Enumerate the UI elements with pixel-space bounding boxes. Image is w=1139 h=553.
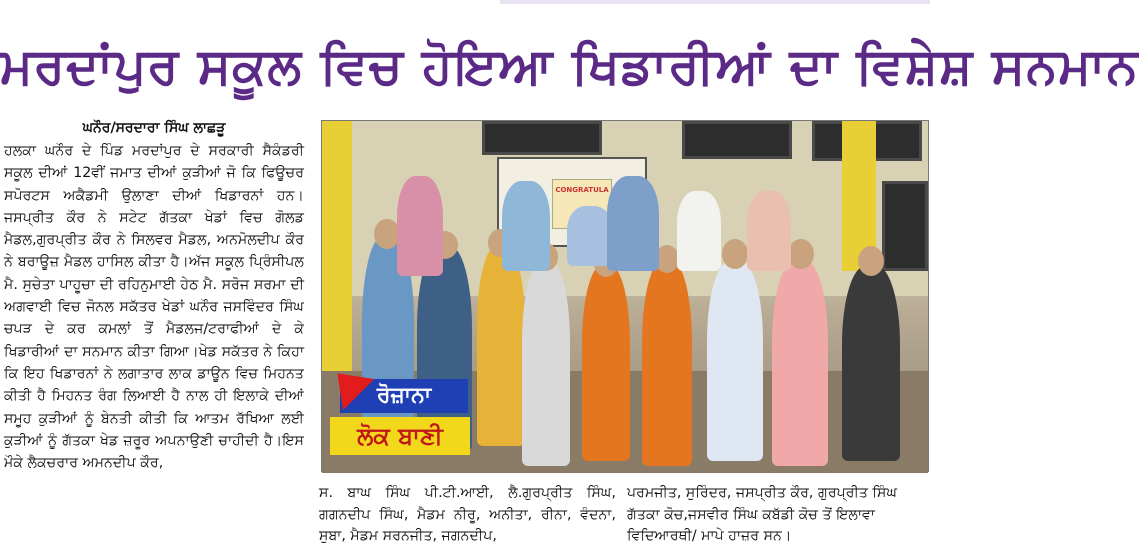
person-head	[788, 239, 814, 269]
photo-caption-left: ਸ. ਬਾਘ ਸਿੰਘ ਪੀ.ਟੀ.ਆਈ, ਲੈ.ਗੁਰਪ੍ਰੀਤ ਸਿੰਘ, ਗਗਨਦੀਪ ਸਿੰਘ, ਮੈਡਮ ਨੀਰੂ, ਅਨੀਤਾ, ਰੀਨਾ, ਵੰਦਨਾ, ਸੁਬਾ, ਮੈਡਮ ਸਰਨਜੀਤ, ਜਗਨਦੀਪ,	[319, 485, 616, 544]
byline: ਘਨੌਰ/ਸਰਦਾਰਾ ਸਿੰਘ ਲਾਛੜੂ	[82, 120, 226, 136]
person-figure	[397, 176, 443, 276]
logo-bottom-text: ਲੋਕ ਬਾਣੀ	[330, 417, 470, 455]
photo-window	[482, 121, 602, 155]
newspaper-logo	[330, 379, 470, 457]
person-figure	[607, 176, 659, 271]
photo-window	[682, 121, 792, 159]
article-column	[4, 118, 304, 548]
person-figure	[772, 261, 828, 466]
news-photo	[321, 120, 929, 472]
person-figure	[477, 246, 525, 446]
photo-pillar	[322, 121, 352, 371]
photo-window	[882, 181, 928, 271]
person-head	[858, 246, 884, 276]
person-figure	[747, 191, 791, 271]
article-body: ਹਲਕਾ ਘਨੌਰ ਦੇ ਪਿੰਡ ਮਰਦਾਂਪੁਰ ਦੇ ਸਰਕਾਰੀ ਸੈਕੰਡਰੀ ਸਕੂਲ ਦੀਆਂ 12ਵੀਂ ਜਮਾਤ ਦੀਆਂ ਕੁੜੀਆਂ ਜੋ ਕਿ ਫਿਊਚਰ ਸਪੋਰਟਸ ਅਕੈਡਮੀ ਉਲਾਣਾ ਦੀਆਂ ਖਿਡਾਰਨਾਂ ਹਨ।ਜਸਪ੍ਰੀਤ ਕੌਰ ਨੇ ਸਟੇਟ ਗੱਤਕਾ ਖੇਡਾਂ ਵਿਚ ਗੋਲਡ ਮੈਡਲ,ਗੁਰਪ੍ਰੀਤ ਕੌਰ ਨੇ ਸਿਲਵਰ ਮੈਡਲ, ਅਨਮੋਲਦੀਪ ਕੌਰ ਨੇ ਬਰਾਊਜ਼ ਮੈਡਲ ਹਾਸਿਲ ਕੀਤਾ ਹੈ।ਅੱਜ ਸਕੂਲ ਪ੍ਰਿੰਸੀਪਲ ਮੈ. ਸੁਚੇਤਾ ਪਾਹੂਚਾ ਦੀ ਰਹਿਨੁਮਾਈ ਹੇਠ ਮੈ. ਸਰੋਜ ਸਰਮਾ ਦੀ ਅਗਵਾਈ ਵਿਚ ਜੋਨਲ ਸਕੱਤਰ ਖੇਡਾਂ ਘਨੌਰ ਜਸਵਿੰਦਰ ਸਿੰਘ ਚਪੜ ਦੇ ਕਰ ਕਮਲਾਂ ਤੋਂ ਮੈਡਲਜ/ਟਰਾਫੀਆਂ ਦੇ ਕੇ ਖਿਡਾਰੀਆਂ ਦਾ ਸਨਮਾਨ ਕੀਤਾ ਗਿਆ।ਖੇਡ ਸਕੱਤਰ ਨੇ ਕਿਹਾ ਕਿ ਇਹ ਖਿਡਾਰਨਾਂ ਨੇ ਲਗਾਤਾਰ ਲਾਕ ਡਾਊਨ ਵਿਚ ਮਿਹਨਤ ਕੀਤੀ ਹੈ ਮਿਹਨਤ ਰੰਗ ਲਿਆਈ ਹੈ ਨਾਲ ਹੀ ਇਲਾਕੇ ਦੀਆਂ ਸਮੂਹ ਕੁੜੀਆਂ ਨੂੰ ਬੇਨਤੀ ਕੀਤੀ ਕਿ ਆਤਮ ਰੱਖਿਆ ਲਈ ਕੁੜੀਆਂ ਨੂੰ ਗੱਤਕਾ ਖੇਡ ਜ਼ਰੂਰ ਅਪਨਾਉਣੀ ਚਾਹੀਦੀ ਹੈ।ਇਸ ਮੌਕੇ ਲੈਕਚਰਾਰ ਅਮਨਦੀਪ ਕੌਰ,	[4, 143, 304, 472]
logo-top-text: ਰੋਜ਼ਾਨਾ	[340, 379, 468, 413]
person-figure	[502, 181, 550, 271]
congrats-banner-text: CONGRATULA	[555, 186, 609, 194]
person-figure	[707, 261, 763, 461]
person-figure	[582, 266, 630, 461]
top-decoration-bar	[500, 0, 930, 4]
person-figure	[677, 191, 721, 271]
person-head	[722, 239, 748, 269]
person-figure	[642, 261, 692, 466]
photo-caption-right: ਪਰਮਜੀਤ, ਸੁਰਿੰਦਰ, ਜਸਪ੍ਰੀਤ ਕੌਰ, ਗੁਰਪ੍ਰੀਤ ਸਿੰਘ ਗੱਤਕਾ ਕੋਚ,ਜਸਵੀਰ ਸਿੰਘ ਕਬੱਡੀ ਕੋਚ ਤੋਂ ਇਲਾਵਾ ਵਿਦਿਆਰਥੀ/ ਮਾਪੇ ਹਾਜ਼ਰ ਸਨ।	[627, 485, 898, 544]
person-figure	[842, 266, 900, 461]
headline: ਮਰਦਾਂਪੁਰ ਸਕੂਲ ਵਿਚ ਹੋਇਆ ਖਿਡਾਰੀਆਂ ਦਾ ਵਿਸ਼ੇਸ਼ ਸਨਮਾਨ	[0, 37, 1139, 95]
person-figure	[522, 261, 570, 466]
